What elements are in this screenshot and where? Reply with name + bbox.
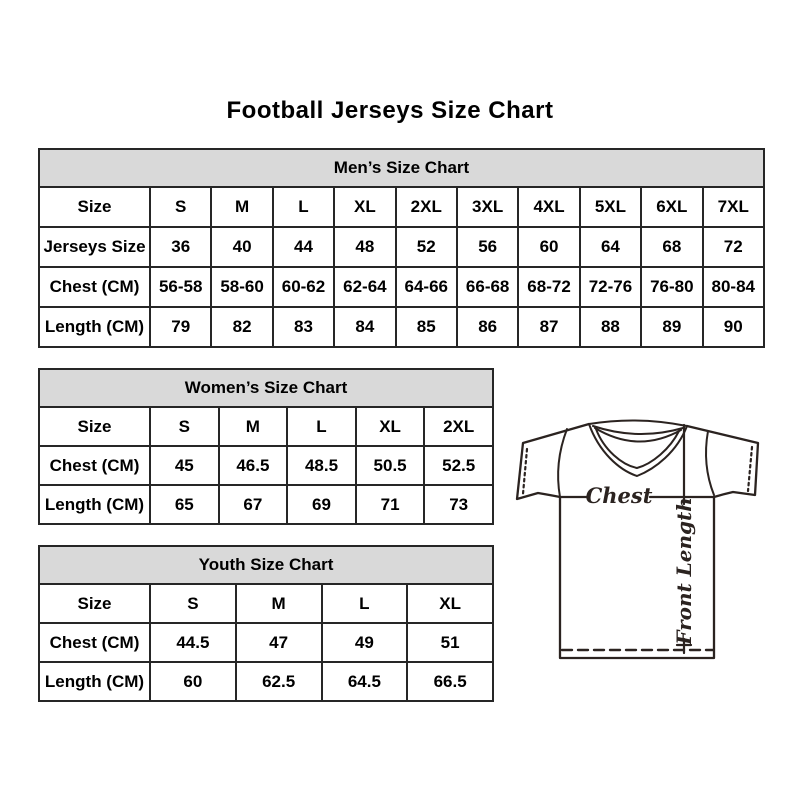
size-value-cell: M xyxy=(236,584,322,623)
row-label: Jerseys Size xyxy=(39,227,150,267)
sleeve-cuff-stitch-left xyxy=(523,449,527,494)
jersey-armhole-seam-right xyxy=(706,431,714,495)
size-value-cell: 88 xyxy=(580,307,641,347)
size-value-cell: 52 xyxy=(396,227,457,267)
table-row xyxy=(39,584,493,623)
size-value-cell: 40 xyxy=(211,227,272,267)
size-value-cell: 73 xyxy=(424,485,493,524)
table-title: Women’s Size Chart xyxy=(39,369,493,407)
row-label: Size xyxy=(39,187,150,227)
size-value-cell: 45 xyxy=(150,446,219,485)
size-value-cell: 62.5 xyxy=(236,662,322,701)
size-value-cell: 44 xyxy=(273,227,334,267)
size-value-cell: 89 xyxy=(641,307,702,347)
size-value-cell: 76-80 xyxy=(641,267,702,307)
size-value-cell: 44.5 xyxy=(150,623,236,662)
jersey-diagram-svg xyxy=(505,403,785,669)
size-value-cell: S xyxy=(150,187,211,227)
table-title: Men’s Size Chart xyxy=(39,149,764,187)
size-value-cell: 68 xyxy=(641,227,702,267)
size-value-cell: 80-84 xyxy=(703,267,764,307)
size-value-cell: 87 xyxy=(518,307,579,347)
size-value-cell: 84 xyxy=(334,307,395,347)
size-value-cell: 4XL xyxy=(518,187,579,227)
size-value-cell: L xyxy=(322,584,408,623)
size-value-cell: 58-60 xyxy=(211,267,272,307)
size-value-cell: 6XL xyxy=(641,187,702,227)
size-value-cell: 48 xyxy=(334,227,395,267)
size-value-cell: 71 xyxy=(356,485,425,524)
table-row xyxy=(39,407,493,446)
size-value-cell: 48.5 xyxy=(287,446,356,485)
mens-size-table xyxy=(38,148,765,348)
size-value-cell: 66.5 xyxy=(407,662,493,701)
size-value-cell: M xyxy=(211,187,272,227)
size-value-cell: 64 xyxy=(580,227,641,267)
size-value-cell: 5XL xyxy=(580,187,641,227)
size-value-cell: 83 xyxy=(273,307,334,347)
size-value-cell: S xyxy=(150,407,219,446)
womens-size-table xyxy=(38,368,494,525)
size-value-cell: 90 xyxy=(703,307,764,347)
size-value-cell: 69 xyxy=(287,485,356,524)
size-value-cell: 64.5 xyxy=(322,662,408,701)
size-value-cell: 56 xyxy=(457,227,518,267)
jersey-armhole-seam-left xyxy=(558,429,567,497)
jersey-outline xyxy=(517,424,758,658)
size-value-cell: 3XL xyxy=(457,187,518,227)
size-value-cell: 2XL xyxy=(396,187,457,227)
size-value-cell: 50.5 xyxy=(356,446,425,485)
size-value-cell: 72 xyxy=(703,227,764,267)
table-row xyxy=(39,267,764,307)
row-label: Chest (CM) xyxy=(39,267,150,307)
size-value-cell: 52.5 xyxy=(424,446,493,485)
page-title: Football Jerseys Size Chart xyxy=(226,97,554,124)
table-row xyxy=(39,662,493,701)
chest-measurement-label: Chest xyxy=(585,483,653,508)
size-value-cell: 79 xyxy=(150,307,211,347)
sleeve-cuff-stitch-right xyxy=(748,447,752,491)
youth-size-table xyxy=(38,545,494,702)
table-row xyxy=(39,485,493,524)
row-label: Size xyxy=(39,407,150,446)
table-row xyxy=(39,623,493,662)
size-value-cell: M xyxy=(219,407,288,446)
size-value-cell: L xyxy=(273,187,334,227)
row-label: Chest (CM) xyxy=(39,446,150,485)
size-value-cell: 56-58 xyxy=(150,267,211,307)
size-value-cell: 82 xyxy=(211,307,272,347)
row-label: Length (CM) xyxy=(39,307,150,347)
size-value-cell: 2XL xyxy=(424,407,493,446)
size-value-cell: 64-66 xyxy=(396,267,457,307)
row-label: Chest (CM) xyxy=(39,623,150,662)
row-label: Size xyxy=(39,584,150,623)
front-length-measurement-label: Front Length xyxy=(672,497,696,645)
size-value-cell: 51 xyxy=(407,623,493,662)
table-row xyxy=(39,187,764,227)
size-value-cell: 66-68 xyxy=(457,267,518,307)
size-value-cell: 47 xyxy=(236,623,322,662)
table-row xyxy=(39,307,764,347)
size-value-cell: 60 xyxy=(518,227,579,267)
size-value-cell: 46.5 xyxy=(219,446,288,485)
size-value-cell: 68-72 xyxy=(518,267,579,307)
table-title: Youth Size Chart xyxy=(39,546,493,584)
size-value-cell: 7XL xyxy=(703,187,764,227)
size-value-cell: L xyxy=(287,407,356,446)
size-value-cell: 67 xyxy=(219,485,288,524)
size-value-cell: 85 xyxy=(396,307,457,347)
jersey-measurement-diagram xyxy=(505,403,785,669)
size-value-cell: 60-62 xyxy=(273,267,334,307)
row-label: Length (CM) xyxy=(39,485,150,524)
row-label: Length (CM) xyxy=(39,662,150,701)
table-row xyxy=(39,446,493,485)
size-value-cell: 65 xyxy=(150,485,219,524)
size-value-cell: 62-64 xyxy=(334,267,395,307)
size-value-cell: XL xyxy=(356,407,425,446)
size-value-cell: 72-76 xyxy=(580,267,641,307)
size-value-cell: 86 xyxy=(457,307,518,347)
size-value-cell: XL xyxy=(334,187,395,227)
size-value-cell: 49 xyxy=(322,623,408,662)
size-value-cell: S xyxy=(150,584,236,623)
jersey-vneck-collar xyxy=(589,420,687,476)
size-value-cell: XL xyxy=(407,584,493,623)
size-value-cell: 60 xyxy=(150,662,236,701)
size-value-cell: 36 xyxy=(150,227,211,267)
table-row xyxy=(39,227,764,267)
